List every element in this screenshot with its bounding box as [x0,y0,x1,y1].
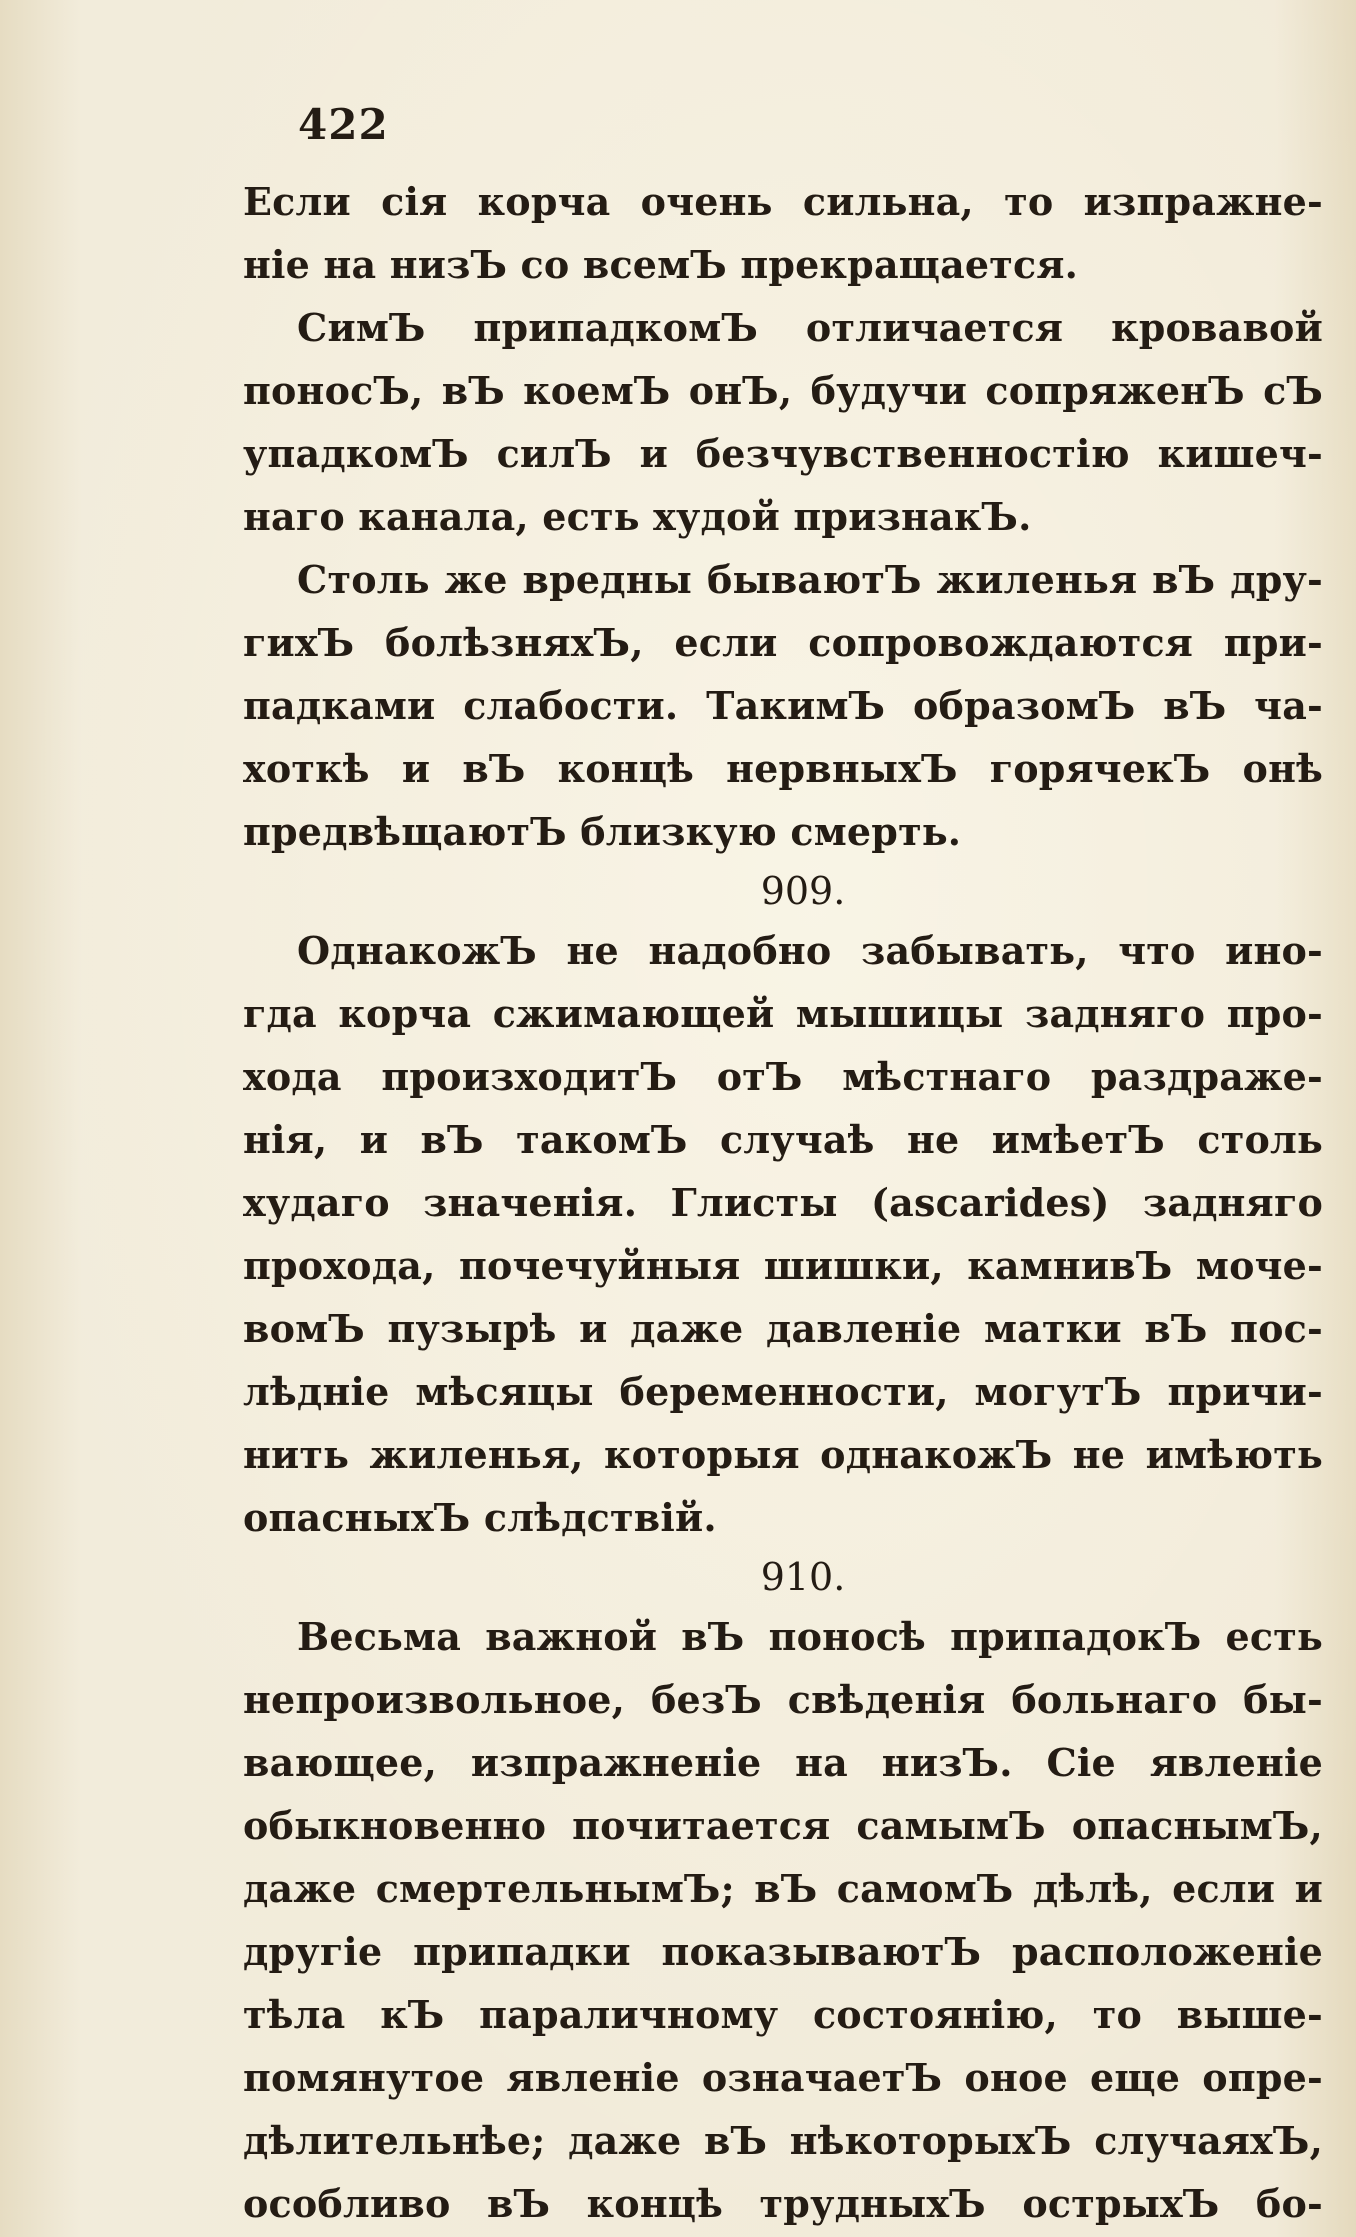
text-line: падками слабости. ТакимЪ образомЪ вЪ ча- [243,683,1323,728]
text-line: наго канала, есть худой признакЪ. [243,494,1032,539]
text-line: ніе на низЪ со всемЪ прекращается. [243,242,1079,287]
text-line: хода произходитЪ отЪ мѣстнаго раздраже- [243,1054,1323,1099]
text-line: лѣдніе мѣсяцы беременности, могутЪ причи- [243,1369,1323,1414]
page-number: 422 [298,100,389,149]
text-line: прохода, почечуйныя шишки, камнивЪ моче- [243,1243,1323,1288]
text-line: опасныхЪ слѣдствій. [243,1495,717,1540]
text-line: СимЪ припадкомЪ отличается кровавой [297,305,1323,350]
text-line: худаго значенія. Глисты (ascarides) задняго [243,1180,1323,1225]
text-line: Весьма важной вЪ поносѣ припадокЪ есть [297,1614,1323,1659]
text-line: даже смертельнымЪ; вЪ самомЪ дѣлѣ, если и [243,1866,1323,1911]
text-line: обыкновенно почитается самымЪ опаснымЪ, [243,1803,1323,1848]
section-number: 909. [760,869,846,913]
section-number: 910. [760,1555,846,1599]
text-line: гихЪ болѣзняхЪ, если сопровождаются при- [243,620,1323,665]
text-line: дѣлительнѣе; даже вЪ нѣкоторыхЪ случаяхЪ, [243,2118,1323,2163]
text-line: особливо вЪ концѣ трудныхЪ острыхЪ бо- [243,2181,1323,2226]
text-line: Столь же вредны бываютЪ жиленья вЪ дру- [297,557,1323,602]
text-line: вомЪ пузырѣ и даже давленіе матки вЪ пос- [243,1306,1323,1351]
text-line: гда корча сжимающей мышицы задняго про- [243,991,1323,1036]
text-line: Если сія корча очень сильна, то изпражне- [243,179,1323,224]
text-line: другіе припадки показываютЪ расположеніе [243,1929,1323,1974]
text-line: поносЪ, вЪ коемЪ онЪ, будучи сопряженЪ сЪ [243,368,1323,413]
page-text [243,170,1323,2235]
text-line: непроизвольное, безЪ свѣденія больнаго бы- [243,1677,1323,1722]
text-line: нить жиленья, которыя однакожЪ не имѣють [243,1432,1323,1477]
text-line: помянутое явленіе означаетЪ оное еще опре- [243,2055,1323,2100]
text-line: нія, и вЪ такомЪ случаѣ не имѣетЪ столь [243,1117,1323,1162]
text-line: тѣла кЪ параличному состоянію, то выше- [243,1992,1323,2037]
text-line: упадкомЪ силЪ и безчувственностію кишеч- [243,431,1323,476]
text-line: вающее, изпражненіе на низЪ. Сіе явленіе [243,1740,1323,1785]
text-line: хоткѣ и вЪ концѣ нервныхЪ горячекЪ онѣ [243,746,1323,791]
text-line: предвѣщаютЪ близкую смерть. [243,809,962,854]
text-line: ОднакожЪ не надобно забывать, что ино- [297,928,1323,973]
